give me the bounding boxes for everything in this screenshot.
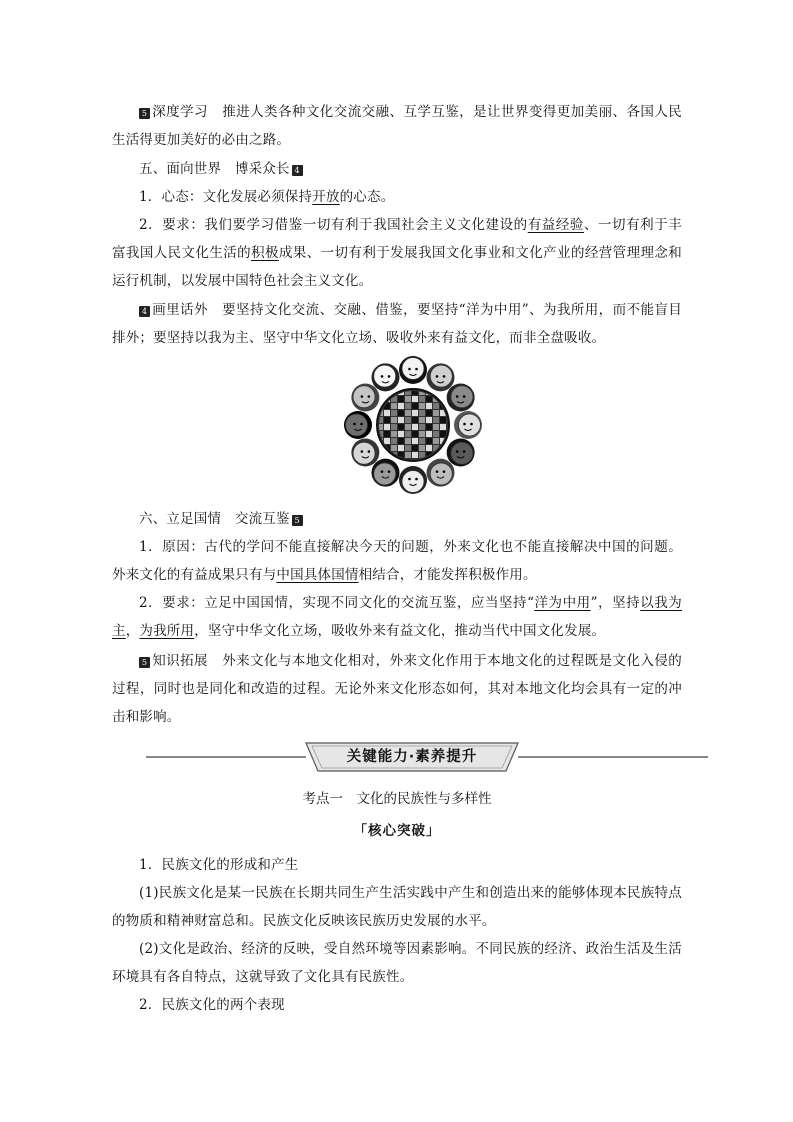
- black-square-number-icon: 5: [292, 515, 303, 526]
- body-paragraph-1: (1)民族文化是某一民族在长期共同生产生活实践中产生和创造出来的能够体现本民族特点的物质和精神财富总和。民族文化反映该民族历史发展的水平。: [112, 885, 682, 929]
- item-text: 成果、一切有利于发展我国文化事业和文化产业的经营管理理念和运行机制，以发展中国特色社会主义文化。: [112, 245, 683, 289]
- section-five-title: 五、面向世界 博采众长: [139, 161, 290, 177]
- item-text: 2．要求：我们要学习借鉴一切有利于我国社会主义文化建设的: [139, 217, 528, 233]
- hexin-title: 「核心突破」: [353, 823, 441, 839]
- section-banner: [112, 742, 712, 772]
- picture-commentary-label: 画里话外: [152, 302, 208, 318]
- black-square-number-icon: 4: [139, 306, 150, 317]
- item-text: 2．要求：立足中国国情，实现不同文化的交流互鉴，应当坚持“: [139, 595, 535, 611]
- core-breakthrough-body: [112, 851, 682, 1019]
- section-six-item-1: [112, 533, 682, 589]
- banner-title: 关键能力·素养提升: [346, 749, 478, 765]
- section-five-item-2: [112, 211, 682, 295]
- black-square-number-icon: 5: [139, 108, 150, 119]
- underlined-keyword: 有益经验: [527, 217, 584, 233]
- item-text: ，坚守中华文化立场，吸收外来有益文化，推动当代中国文化发展。: [194, 623, 606, 639]
- item-text: ，: [125, 623, 140, 639]
- body-paragraph-2: (2)文化是政治、经济的反映，受自然环境等因素影响。不同民族的经济、政治生活及生活环境具有各自特点，这就导致了文化具有民族性。: [112, 941, 682, 985]
- section-five-item-1: [112, 183, 682, 211]
- banner-tab: [302, 742, 522, 772]
- children-around-globe-icon: [340, 352, 486, 498]
- section-six-item-2: [112, 589, 682, 645]
- kaodian-title: 考点一 文化的民族性与多样性: [302, 791, 492, 807]
- knowledge-extension-label: 知识拓展: [152, 653, 208, 669]
- item-text: 1．心态：文化发展必须保持: [139, 189, 313, 205]
- deep-learning-text: 推进人类各种文化交流交融、互学互鉴，是让世界变得更加美丽、各国人民生活得更加美好的必由之路。: [112, 104, 682, 148]
- item-text: 相结合，才能发挥积极作用。: [358, 567, 537, 583]
- section-five: [112, 155, 682, 295]
- black-square-number-icon: 5: [139, 657, 150, 668]
- knowledge-extension-text: 外来文化与本地文化相对，外来文化作用于本地文化的过程既是文化入侵的过程，同时也是同化和改造的过程。无论外来文化形态如何，其对本地文化均会具有一定的冲击和影响。: [112, 653, 682, 725]
- body-heading-2: 2．民族文化的两个表现: [139, 997, 285, 1013]
- underlined-keyword: 开放: [312, 189, 340, 205]
- item-text: 的心态。: [339, 189, 395, 205]
- underlined-keyword: 洋为中用: [534, 595, 591, 611]
- section-six-title-line: [112, 505, 682, 533]
- picture-commentary-text: 要坚持文化交流、交融、借鉴，要坚持“洋为中用”、为我所用，而不能盲目排外；要坚持以我为主、坚守中华文化立场、吸收外来有益文化，而非全盘吸收。: [112, 302, 682, 346]
- item-text: 1．原因：古代的学问不能直接解决今天的问题，外来文化也不能直接解决中国的问题。外来文化的有益成果只有与: [112, 539, 682, 583]
- deep-learning-label: 深度学习: [152, 104, 208, 120]
- item-text: ”，坚持: [590, 595, 641, 611]
- underlined-keyword: 为我所用: [139, 623, 195, 639]
- black-square-number-icon: 4: [292, 165, 303, 176]
- banner-rule-right: [518, 756, 708, 758]
- underlined-keyword: 中国具体国情: [276, 567, 359, 583]
- item-text: 、一切有利于丰富我国人民文化生活的: [112, 217, 682, 261]
- underlined-keyword: 积极: [251, 245, 279, 261]
- knowledge-extension-note: [112, 647, 682, 731]
- section-six: [112, 505, 682, 645]
- section-six-title: 六、立足国情 交流互鉴: [139, 511, 290, 527]
- body-heading-1: 1．民族文化的形成和产生: [139, 857, 299, 873]
- section-five-title-line: [112, 155, 682, 183]
- deep-learning-note: [112, 98, 682, 154]
- picture-commentary-note: [112, 296, 682, 352]
- banner-rule-left: [146, 756, 306, 758]
- underlined-keyword: 以我为主: [112, 595, 682, 639]
